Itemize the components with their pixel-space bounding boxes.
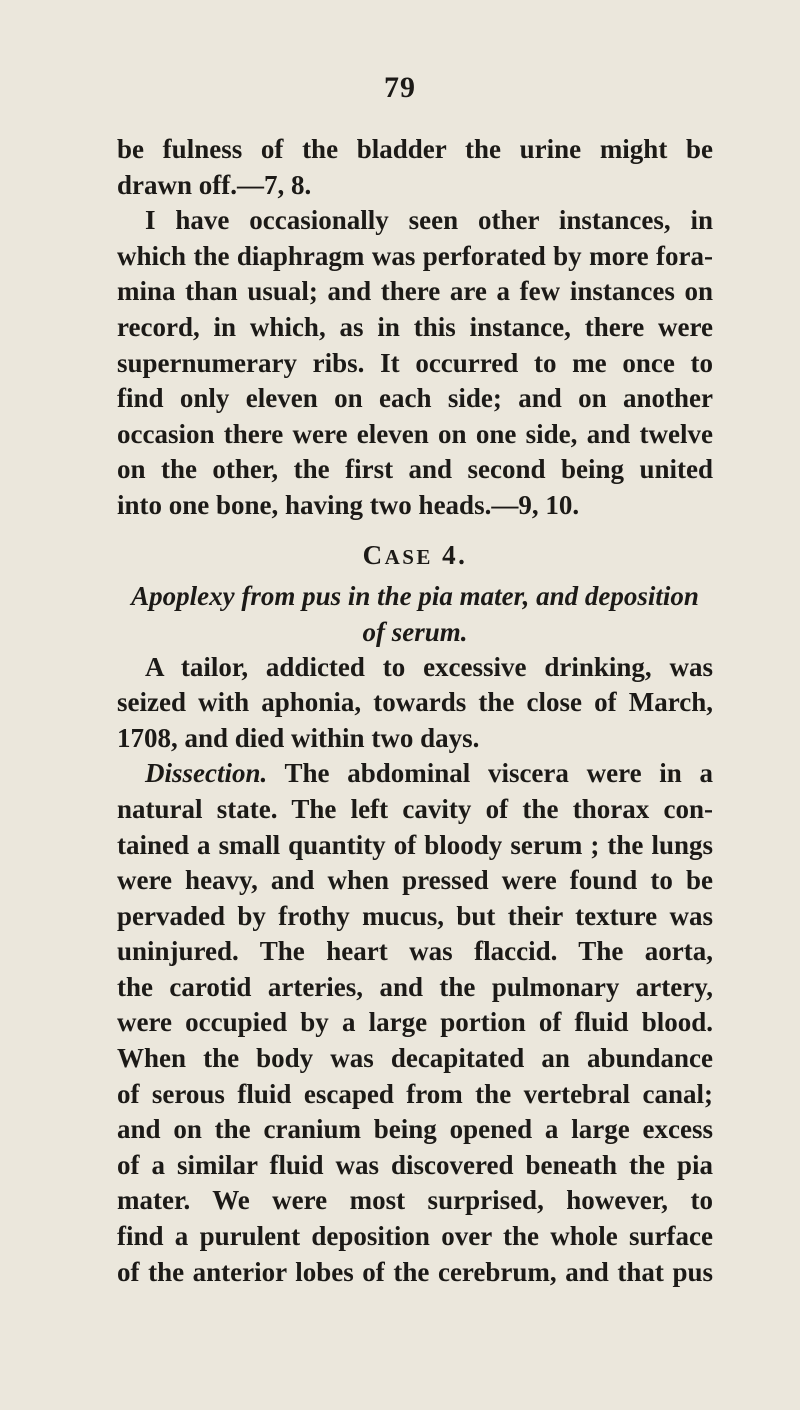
text-line: mater. We were most surprised, however, to (117, 1185, 713, 1216)
body-text (117, 132, 713, 1290)
text-line: record, in which, as in this instance, there were (117, 311, 713, 342)
paragraph-continuation (117, 132, 713, 203)
text-line: supernumerary ribs. It occurred to me once to (117, 347, 713, 378)
case-heading-smallcaps: ASE (384, 544, 433, 569)
text-line: tained a small quantity of bloody serum ; the lungs (117, 829, 713, 860)
case-number: 4. (442, 539, 468, 570)
text-line: mina than usual; and there are a few instances on (117, 276, 713, 307)
case-title-line: of serum. (362, 616, 468, 647)
text-line: be fulness of the bladder the urine might be (117, 134, 713, 164)
paragraph-history (117, 650, 713, 757)
text-line: occasion there were eleven on one side, and twelve (117, 418, 713, 449)
text-line: 1708, and died within two days. (117, 722, 480, 753)
text-line: pervaded by frothy mucus, but their texture was (117, 900, 713, 931)
text-line: drawn off.—7, 8. (117, 169, 312, 200)
dissection-label: Dissection. (145, 758, 268, 789)
text-line: I have occasionally seen other instances, in (145, 205, 713, 236)
text-line: uninjured. The heart was flaccid. The aorta, (117, 936, 713, 967)
text-line: A tailor, addicted to excessive drinking, was (145, 651, 713, 682)
text-line (117, 756, 713, 792)
text-line: natural state. The left cavity of the thorax con- (117, 793, 713, 824)
text-line: on the other, the first and second being united (117, 454, 713, 485)
text-line: find a purulent deposition over the whole surface (117, 1221, 713, 1252)
text-line: seized with aphonia, towards the close of March, (117, 687, 713, 718)
text-line: and on the cranium being opened a large excess (117, 1114, 713, 1145)
paragraph-instances (117, 203, 713, 523)
text-line: of a similar fluid was discovered beneath the pia (117, 1149, 713, 1180)
text-line: of the anterior lobes of the cerebrum, and that pus (117, 1256, 713, 1287)
case-title-line: Apoplexy from pus in the pia mater, and deposition (131, 580, 699, 611)
text-line: were heavy, and when pressed were found to be (117, 865, 713, 896)
text-line: of serous fluid escaped from the vertebral canal; (117, 1078, 713, 1109)
case-heading (117, 536, 713, 576)
text-line: were occupied by a large portion of fluid blood. (117, 1007, 713, 1038)
text-line: which the diaphragm was perforated by more fora- (117, 240, 713, 271)
page-number: 79 (384, 71, 416, 104)
text-line: the carotid arteries, and the pulmonary artery, (117, 971, 713, 1002)
case-heading-initial: C (362, 539, 385, 570)
paragraph-dissection (117, 756, 713, 1290)
text-line: into one bone, having two heads.—9, 10. (117, 489, 580, 520)
text-line: When the body was decapitated an abundance (117, 1043, 713, 1074)
text-line: find only eleven on each side; and on another (117, 383, 713, 414)
text-run: The abdominal viscera were in a (267, 758, 713, 789)
case-title (117, 578, 713, 650)
